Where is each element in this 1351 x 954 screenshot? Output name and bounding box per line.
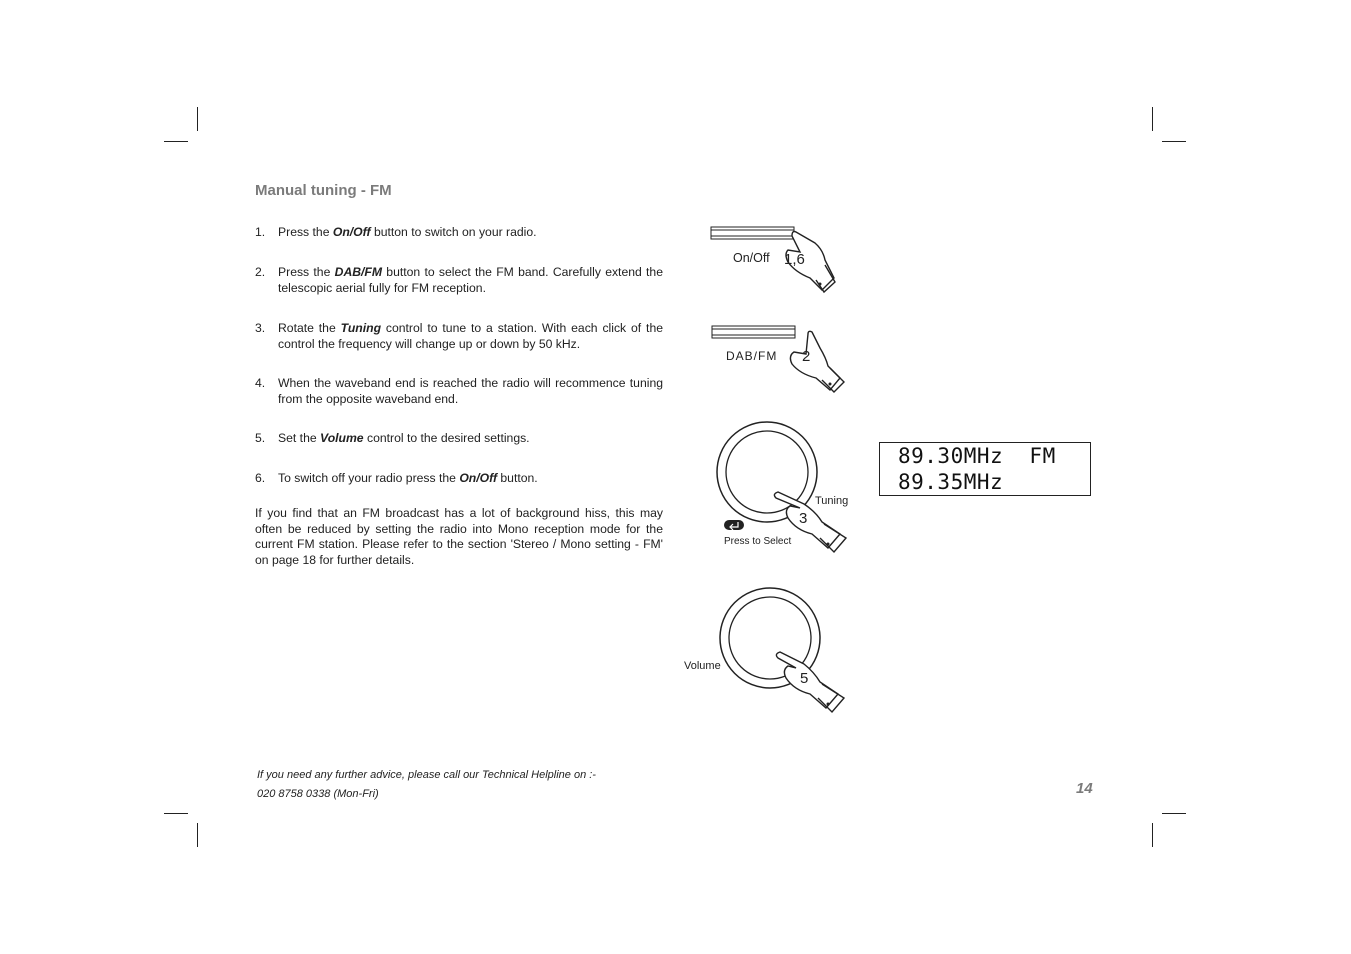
helpline-text: If you need any further advice, please call our Technical Helpline on :- <box>257 769 596 781</box>
step-text: control to the desired settings. <box>363 431 530 445</box>
page-number: 14 <box>1076 780 1093 797</box>
step-number: 1. <box>255 225 266 239</box>
mono-note: If you find that an FM broadcast has a lot of background hiss, this may often be reduced by setting the radio into Mono reception mode for the current FM station. Please refer to the section 'Stereo / Mono setting - FM' on page 18 for further details. <box>255 506 663 567</box>
onoff-button-strip <box>711 227 794 239</box>
step-text: button. <box>497 471 538 485</box>
volume-step-number: 5 <box>800 670 809 687</box>
onoff-figure <box>700 220 850 295</box>
step-text: Rotate the <box>278 321 341 335</box>
dabfm-figure <box>700 320 850 395</box>
lcd-display <box>879 442 1091 496</box>
step-number: 3. <box>255 321 266 335</box>
step-3 <box>255 321 663 352</box>
step-text: To switch off your radio press the <box>278 471 460 485</box>
lcd-line-1: 89.30MHz FM <box>898 444 1056 468</box>
page-title: Manual tuning - FM <box>255 182 392 199</box>
step-text: When the waveband end is reached the radio will recommence tuning from the opposite waveband end. <box>278 376 663 406</box>
crop-mark <box>164 141 188 142</box>
step-emphasis: On/Off <box>332 225 371 239</box>
step-number: 2. <box>255 265 266 279</box>
pointing-hand-icon <box>790 331 844 392</box>
dabfm-button-strip <box>712 326 795 338</box>
crop-mark <box>164 813 188 814</box>
helpline-number: 020 8758 0338 (Mon-Fri) <box>257 788 379 800</box>
lcd-line-2: 89.35MHz <box>898 470 1004 494</box>
step-1 <box>255 225 663 241</box>
step-2 <box>255 265 663 296</box>
step-number: 4. <box>255 376 266 390</box>
volume-figure <box>680 582 850 717</box>
step-emphasis: DAB/FM <box>334 265 383 279</box>
step-number: 6. <box>255 471 266 485</box>
crop-mark <box>1162 141 1186 142</box>
step-text: Press the <box>278 225 333 239</box>
tuning-step-number: 3 <box>799 510 808 527</box>
step-emphasis: On/Off <box>459 471 498 485</box>
step-6 <box>255 471 663 487</box>
step-text: control to tune to a station. With each click of the control the frequency will change up or down by 50 kHz. <box>278 321 664 351</box>
step-number: 5. <box>255 431 266 445</box>
press-to-select-label: Press to Select <box>724 536 792 547</box>
crop-mark <box>1152 107 1153 131</box>
step-emphasis: Tuning <box>340 321 382 335</box>
crop-mark <box>197 107 198 131</box>
onoff-label: On/Off <box>733 251 770 265</box>
dabfm-step-number: 2 <box>802 348 811 365</box>
step-text: button to select the FM band. Carefully extend the telescopic aerial fully for FM reception. <box>278 265 663 295</box>
step-4 <box>255 376 663 407</box>
volume-label: Volume <box>684 660 721 672</box>
tuning-label: Tuning <box>815 495 849 507</box>
crop-mark <box>1162 813 1186 814</box>
step-5 <box>255 431 663 447</box>
crop-mark <box>1152 823 1153 847</box>
tuning-figure <box>700 418 860 558</box>
step-text: button to switch on your radio. <box>370 225 537 239</box>
step-text: Press the <box>278 265 335 279</box>
dabfm-label: DAB/FM <box>726 349 778 363</box>
crop-mark <box>197 823 198 847</box>
return-arrow-icon <box>724 520 744 530</box>
step-emphasis: Volume <box>320 431 364 445</box>
step-text: Set the <box>278 431 321 445</box>
onoff-step-number: 1,6 <box>784 251 805 268</box>
